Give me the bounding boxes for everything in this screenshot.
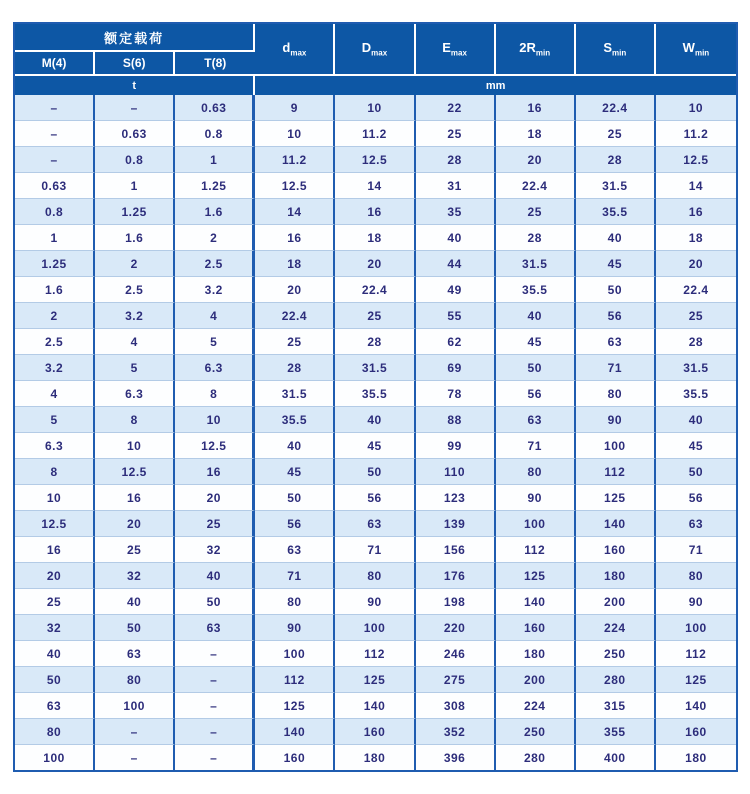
table-row xyxy=(15,485,736,511)
table-cell: 0.63 xyxy=(95,121,175,147)
table-row xyxy=(15,693,736,719)
rated-load-spec-table xyxy=(13,22,738,772)
table-cell: 25 xyxy=(656,303,736,329)
table-cell: 1.25 xyxy=(15,251,95,277)
table-cell: 32 xyxy=(95,563,175,589)
col-header-2R-min xyxy=(496,24,576,76)
table-cell: – xyxy=(15,121,95,147)
table-cell: 9 xyxy=(255,95,335,121)
table-row xyxy=(15,615,736,641)
table-cell: 315 xyxy=(576,693,656,719)
table-cell: 10 xyxy=(335,95,415,121)
table-cell: 71 xyxy=(255,563,335,589)
table-row xyxy=(15,563,736,589)
table-cell: 112 xyxy=(656,641,736,667)
table-cell: 200 xyxy=(496,667,576,693)
table-cell: – xyxy=(15,95,95,121)
header-row-units xyxy=(15,76,736,95)
table-cell: 125 xyxy=(496,563,576,589)
table-cell: 49 xyxy=(416,277,496,303)
table-cell: 8 xyxy=(95,407,175,433)
table-cell: 18 xyxy=(335,225,415,251)
table-cell: 16 xyxy=(496,95,576,121)
table-cell: 140 xyxy=(496,589,576,615)
table-cell: 1.25 xyxy=(95,199,175,225)
table-cell: 12.5 xyxy=(335,147,415,173)
table-cell: 18 xyxy=(656,225,736,251)
table-row xyxy=(15,303,736,329)
table-cell: 28 xyxy=(496,225,576,251)
table-cell: 112 xyxy=(496,537,576,563)
table-cell: 25 xyxy=(335,303,415,329)
table-cell: 71 xyxy=(576,355,656,381)
table-cell: 31.5 xyxy=(335,355,415,381)
table-cell: 156 xyxy=(416,537,496,563)
table-cell: 12.5 xyxy=(255,173,335,199)
table-cell: 16 xyxy=(15,537,95,563)
table-cell: – xyxy=(175,693,255,719)
dim-sub: min xyxy=(535,48,551,58)
table-cell: 90 xyxy=(335,589,415,615)
table-cell: 63 xyxy=(335,511,415,537)
table-cell: 11.2 xyxy=(335,121,415,147)
table-cell: 22.4 xyxy=(496,173,576,199)
table-cell: 80 xyxy=(335,563,415,589)
table-cell: 123 xyxy=(416,485,496,511)
table-cell: 45 xyxy=(496,329,576,355)
table-cell: 45 xyxy=(255,459,335,485)
table-cell: 50 xyxy=(496,355,576,381)
table-cell: 280 xyxy=(496,745,576,770)
table-cell: 50 xyxy=(656,459,736,485)
table-cell: 5 xyxy=(95,355,175,381)
table-cell: 1.25 xyxy=(175,173,255,199)
table-cell: – xyxy=(95,95,175,121)
table-cell: 80 xyxy=(656,563,736,589)
table-cell: 140 xyxy=(576,511,656,537)
table-cell: 220 xyxy=(416,615,496,641)
table-cell: 200 xyxy=(576,589,656,615)
table-cell: 40 xyxy=(255,433,335,459)
table-row xyxy=(15,459,736,485)
table-cell: 31.5 xyxy=(496,251,576,277)
table-cell: – xyxy=(95,719,175,745)
table-row xyxy=(15,225,736,251)
table-cell: 35.5 xyxy=(496,277,576,303)
table-cell: 12.5 xyxy=(95,459,175,485)
table-cell: 2 xyxy=(175,225,255,251)
table-cell: 100 xyxy=(95,693,175,719)
table-cell: 10 xyxy=(255,121,335,147)
table-row xyxy=(15,381,736,407)
table-row xyxy=(15,95,736,121)
table-cell: 2 xyxy=(95,251,175,277)
table-cell: 20 xyxy=(15,563,95,589)
table-cell: 20 xyxy=(255,277,335,303)
table-cell: 63 xyxy=(496,407,576,433)
table-cell: 28 xyxy=(335,329,415,355)
table-row xyxy=(15,641,736,667)
table-cell: 56 xyxy=(576,303,656,329)
table-cell: 6.3 xyxy=(175,355,255,381)
col-header-E-max xyxy=(416,24,496,76)
table-cell: 50 xyxy=(576,277,656,303)
table-row xyxy=(15,589,736,615)
table-cell: 10 xyxy=(15,485,95,511)
table-cell: 28 xyxy=(576,147,656,173)
table-cell: 20 xyxy=(656,251,736,277)
table-cell: 90 xyxy=(496,485,576,511)
table-cell: 140 xyxy=(656,693,736,719)
table-cell: 1.6 xyxy=(95,225,175,251)
table-cell: 14 xyxy=(255,199,335,225)
table-cell: 78 xyxy=(416,381,496,407)
table-cell: 56 xyxy=(335,485,415,511)
dim-base: W xyxy=(682,40,695,56)
table-cell: – xyxy=(175,719,255,745)
table-cell: 16 xyxy=(656,199,736,225)
table-cell: 110 xyxy=(416,459,496,485)
table-cell: 25 xyxy=(416,121,496,147)
table-cell: 2.5 xyxy=(95,277,175,303)
table-cell: 31.5 xyxy=(576,173,656,199)
table-cell: 35.5 xyxy=(656,381,736,407)
table-cell: 40 xyxy=(416,225,496,251)
table-cell: 71 xyxy=(656,537,736,563)
table-cell: 308 xyxy=(416,693,496,719)
table-cell: 160 xyxy=(496,615,576,641)
table-cell: 40 xyxy=(576,225,656,251)
table-cell: 12.5 xyxy=(656,147,736,173)
table-cell: 63 xyxy=(95,641,175,667)
table-cell: 125 xyxy=(576,485,656,511)
table-cell: 22.4 xyxy=(255,303,335,329)
table-cell: 160 xyxy=(335,719,415,745)
table-cell: 10 xyxy=(656,95,736,121)
table-cell: 3.2 xyxy=(175,277,255,303)
table-cell: 63 xyxy=(656,511,736,537)
table-cell: 0.63 xyxy=(175,95,255,121)
table-cell: 8 xyxy=(15,459,95,485)
table-row xyxy=(15,121,736,147)
table-cell: 180 xyxy=(496,641,576,667)
table-cell: 14 xyxy=(656,173,736,199)
table-row xyxy=(15,433,736,459)
table-cell: 31 xyxy=(416,173,496,199)
table-cell: 125 xyxy=(255,693,335,719)
table-cell: 4 xyxy=(15,381,95,407)
table-body xyxy=(15,95,736,770)
table-cell: 31.5 xyxy=(255,381,335,407)
table-cell: 1 xyxy=(95,173,175,199)
unit-header-mm: mm xyxy=(255,76,736,95)
table-cell: 22 xyxy=(416,95,496,121)
table-cell: 112 xyxy=(335,641,415,667)
table-cell: 50 xyxy=(175,589,255,615)
table-cell: 90 xyxy=(255,615,335,641)
table-cell: 20 xyxy=(496,147,576,173)
table-cell: 50 xyxy=(255,485,335,511)
table-cell: 125 xyxy=(335,667,415,693)
table-cell: 0.63 xyxy=(15,173,95,199)
table-cell: 250 xyxy=(496,719,576,745)
table-cell: 16 xyxy=(335,199,415,225)
table-row xyxy=(15,537,736,563)
table-cell: 100 xyxy=(335,615,415,641)
table-cell: 90 xyxy=(576,407,656,433)
table-cell: 40 xyxy=(15,641,95,667)
dim-base: D xyxy=(361,40,372,56)
table-cell: 40 xyxy=(496,303,576,329)
table-cell: 28 xyxy=(656,329,736,355)
table-cell: 20 xyxy=(175,485,255,511)
table-cell: 396 xyxy=(416,745,496,770)
table-cell: 139 xyxy=(416,511,496,537)
table-cell: 0.8 xyxy=(175,121,255,147)
table-cell: 12.5 xyxy=(15,511,95,537)
table-cell: 100 xyxy=(15,745,95,770)
table-cell: 5 xyxy=(15,407,95,433)
table-cell: 80 xyxy=(15,719,95,745)
table-cell: 62 xyxy=(416,329,496,355)
table-cell: 14 xyxy=(335,173,415,199)
table-cell: – xyxy=(175,667,255,693)
table-cell: 280 xyxy=(576,667,656,693)
table-cell: 100 xyxy=(656,615,736,641)
table-row xyxy=(15,277,736,303)
table-cell: 45 xyxy=(576,251,656,277)
table-cell: 56 xyxy=(656,485,736,511)
table-row xyxy=(15,173,736,199)
table-cell: 3.2 xyxy=(95,303,175,329)
table-cell: 71 xyxy=(335,537,415,563)
table-cell: 100 xyxy=(576,433,656,459)
table-cell: 2 xyxy=(15,303,95,329)
header-row-title xyxy=(15,24,736,52)
table-cell: 32 xyxy=(175,537,255,563)
table-cell: – xyxy=(175,745,255,770)
table-cell: 355 xyxy=(576,719,656,745)
table-cell: 80 xyxy=(496,459,576,485)
table-cell: 16 xyxy=(95,485,175,511)
table-cell: 88 xyxy=(416,407,496,433)
table-cell: 224 xyxy=(496,693,576,719)
table-cell: 63 xyxy=(255,537,335,563)
table-cell: 100 xyxy=(255,641,335,667)
col-header-grade-m4: M(4) xyxy=(15,52,95,76)
table-cell: 18 xyxy=(255,251,335,277)
table-cell: 4 xyxy=(175,303,255,329)
table-row xyxy=(15,147,736,173)
table-cell: 63 xyxy=(15,693,95,719)
table-cell: 22.4 xyxy=(656,277,736,303)
table-row xyxy=(15,667,736,693)
table-row xyxy=(15,745,736,770)
table-cell: 32 xyxy=(15,615,95,641)
table-cell: 1 xyxy=(175,147,255,173)
table-cell: 31.5 xyxy=(656,355,736,381)
table-row xyxy=(15,199,736,225)
table-cell: 71 xyxy=(496,433,576,459)
table-cell: 11.2 xyxy=(656,121,736,147)
table-cell: 250 xyxy=(576,641,656,667)
table-cell: 198 xyxy=(416,589,496,615)
table-cell: 28 xyxy=(416,147,496,173)
table-cell: 160 xyxy=(576,537,656,563)
table-cell: 50 xyxy=(335,459,415,485)
dim-base: E xyxy=(442,40,451,56)
table-cell: 20 xyxy=(95,511,175,537)
table-cell: 1 xyxy=(15,225,95,251)
table-cell: 28 xyxy=(255,355,335,381)
dim-sub: min xyxy=(694,48,710,58)
table-cell: 55 xyxy=(416,303,496,329)
table-cell: 180 xyxy=(335,745,415,770)
col-header-W-min xyxy=(656,24,736,76)
table-cell: 35 xyxy=(416,199,496,225)
table-row xyxy=(15,355,736,381)
table-cell: 140 xyxy=(335,693,415,719)
table-cell: 25 xyxy=(576,121,656,147)
table-cell: 112 xyxy=(255,667,335,693)
table-cell: 44 xyxy=(416,251,496,277)
table-cell: 125 xyxy=(656,667,736,693)
table-cell: 2.5 xyxy=(175,251,255,277)
table-cell: 18 xyxy=(496,121,576,147)
table-cell: 80 xyxy=(255,589,335,615)
table-cell: 10 xyxy=(95,433,175,459)
table-cell: 22.4 xyxy=(335,277,415,303)
table-cell: 22.4 xyxy=(576,95,656,121)
table-cell: 176 xyxy=(416,563,496,589)
table-cell: 25 xyxy=(255,329,335,355)
table-cell: 10 xyxy=(175,407,255,433)
table-cell: – xyxy=(15,147,95,173)
rated-load-title: 额定载荷 xyxy=(15,24,255,52)
table-row xyxy=(15,719,736,745)
table-cell: 180 xyxy=(656,745,736,770)
table-cell: 16 xyxy=(175,459,255,485)
table-cell: 63 xyxy=(175,615,255,641)
table-cell: 50 xyxy=(95,615,175,641)
table-cell: 12.5 xyxy=(175,433,255,459)
table-cell: 45 xyxy=(335,433,415,459)
table-cell: 80 xyxy=(95,667,175,693)
table-cell: 35.5 xyxy=(255,407,335,433)
col-header-D-max xyxy=(335,24,415,76)
table-cell: 99 xyxy=(416,433,496,459)
table-cell: 40 xyxy=(175,563,255,589)
dim-base: S xyxy=(603,40,613,56)
table-cell: 80 xyxy=(576,381,656,407)
table-cell: 112 xyxy=(576,459,656,485)
table-cell: 3.2 xyxy=(15,355,95,381)
table-cell: 8 xyxy=(175,381,255,407)
table-cell: 2.5 xyxy=(15,329,95,355)
table-cell: 35.5 xyxy=(335,381,415,407)
table-cell: 5 xyxy=(175,329,255,355)
table-cell: 0.8 xyxy=(95,147,175,173)
table-row xyxy=(15,407,736,433)
table-cell: 4 xyxy=(95,329,175,355)
dim-sub: max xyxy=(371,48,388,58)
table-cell: 352 xyxy=(416,719,496,745)
table-cell: 0.8 xyxy=(15,199,95,225)
table-cell: 1.6 xyxy=(175,199,255,225)
table-cell: 40 xyxy=(335,407,415,433)
table-cell: 69 xyxy=(416,355,496,381)
table-cell: 63 xyxy=(576,329,656,355)
table-cell: 246 xyxy=(416,641,496,667)
table-cell: 25 xyxy=(15,589,95,615)
table-cell: 25 xyxy=(95,537,175,563)
table-cell: 20 xyxy=(335,251,415,277)
col-header-grade-t8: T(8) xyxy=(175,52,255,76)
table-row xyxy=(15,251,736,277)
col-header-S-min xyxy=(576,24,656,76)
table-cell: 40 xyxy=(95,589,175,615)
table-cell: 25 xyxy=(175,511,255,537)
dim-base: d xyxy=(282,40,291,56)
table-cell: 25 xyxy=(496,199,576,225)
table-cell: 35.5 xyxy=(576,199,656,225)
col-header-d-max xyxy=(255,24,335,76)
table-cell: 275 xyxy=(416,667,496,693)
table-cell: 45 xyxy=(656,433,736,459)
col-header-grade-s6: S(6) xyxy=(95,52,175,76)
table-cell: 56 xyxy=(255,511,335,537)
table-cell: 400 xyxy=(576,745,656,770)
table-cell: 140 xyxy=(255,719,335,745)
table-header xyxy=(15,24,736,95)
table-cell: 40 xyxy=(656,407,736,433)
dim-sub: max xyxy=(450,48,467,58)
table-cell: – xyxy=(95,745,175,770)
table-cell: 11.2 xyxy=(255,147,335,173)
table-cell: 90 xyxy=(656,589,736,615)
dim-base: 2R xyxy=(519,40,536,56)
table-cell: 100 xyxy=(496,511,576,537)
table-cell: 160 xyxy=(255,745,335,770)
unit-header-t: t xyxy=(15,76,255,95)
table-cell: 50 xyxy=(15,667,95,693)
table-cell: 6.3 xyxy=(15,433,95,459)
table-cell: 224 xyxy=(576,615,656,641)
dim-sub: max xyxy=(290,48,307,58)
table-cell: 1.6 xyxy=(15,277,95,303)
table-cell: 56 xyxy=(496,381,576,407)
table-cell: 160 xyxy=(656,719,736,745)
table-cell: 6.3 xyxy=(95,381,175,407)
table-row xyxy=(15,511,736,537)
dim-sub: min xyxy=(612,48,627,58)
table-row xyxy=(15,329,736,355)
table-cell: 16 xyxy=(255,225,335,251)
table-cell: – xyxy=(175,641,255,667)
table-cell: 180 xyxy=(576,563,656,589)
